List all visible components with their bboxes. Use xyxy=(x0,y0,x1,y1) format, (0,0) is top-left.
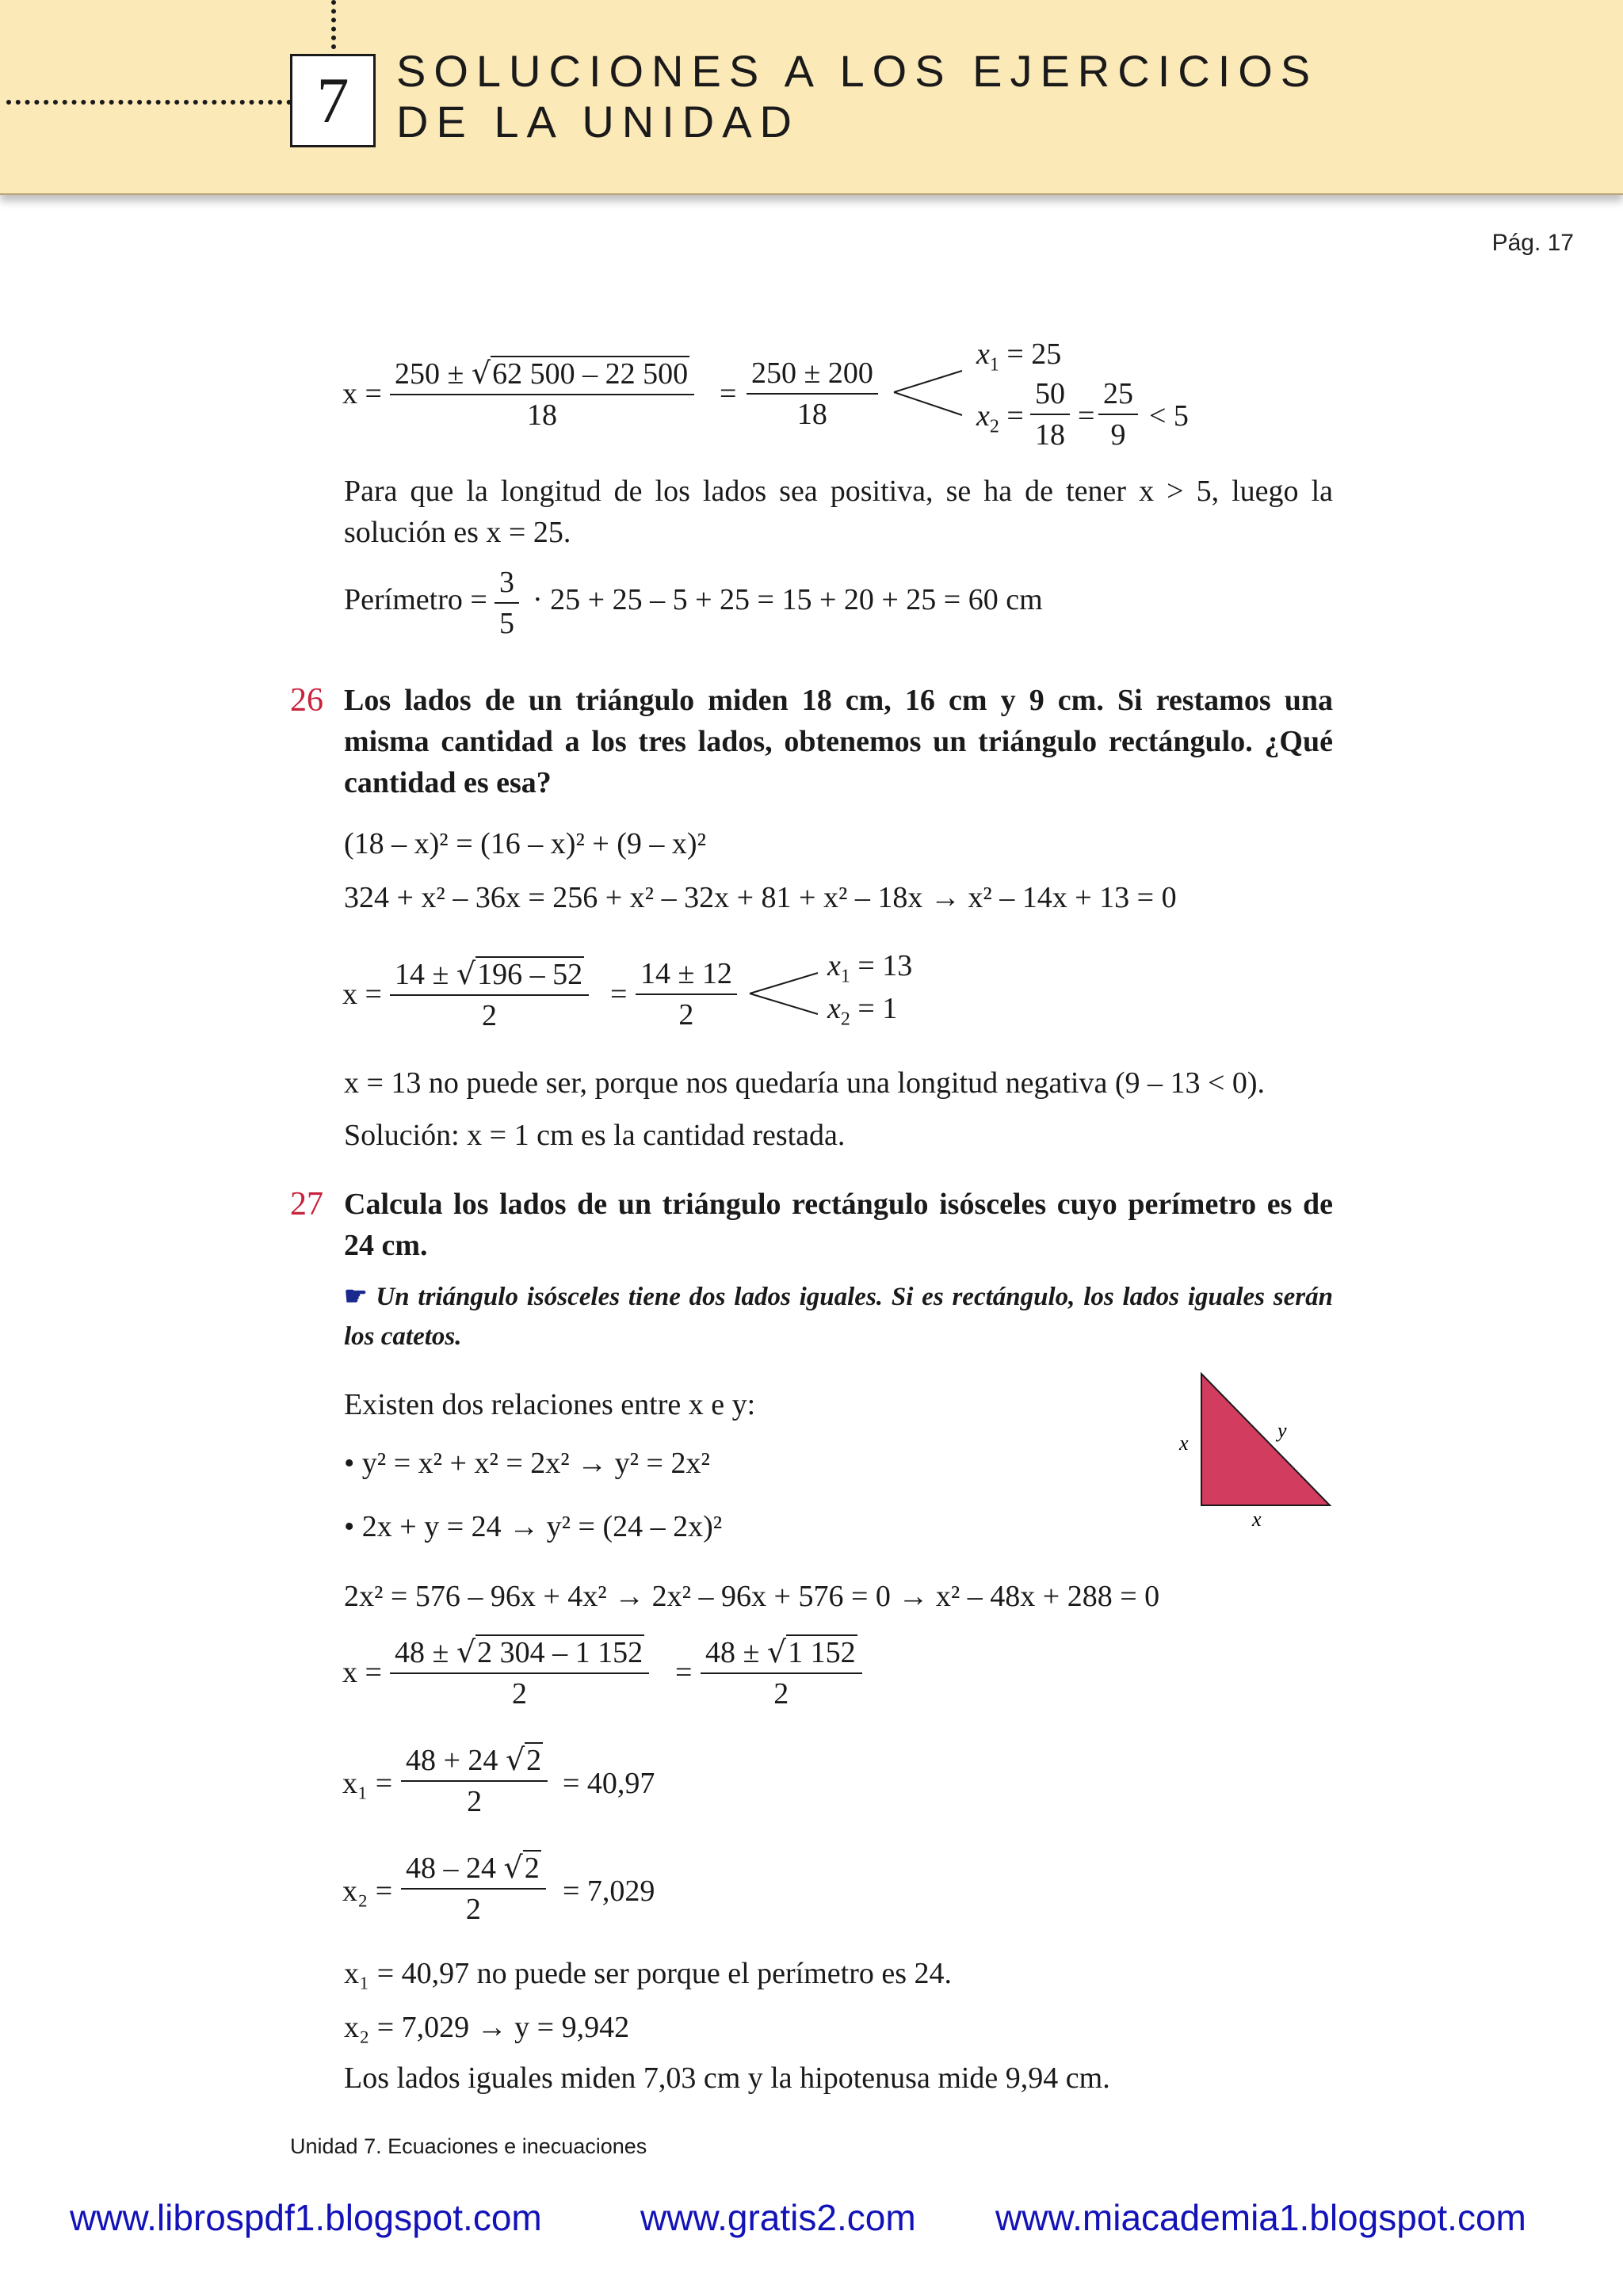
root-1: $x_1 = 25$ xyxy=(976,338,1062,376)
perimeter-fraction: $\frac{3}{5}$ xyxy=(495,564,519,642)
exercise-26-equation-2: 324 + x² – 36x = 256 + x² – 32x + 81 + x² – 18x → x² – 14x + 13 = 0 xyxy=(344,881,1177,914)
exercise-27-conclusion: Los lados iguales miden 7,03 cm y la hipotenusa mide 9,94 cm. xyxy=(344,2061,1110,2095)
footer-unit: Unidad 7. Ecuaciones e inecuaciones xyxy=(290,2134,647,2158)
quadratic-fraction-2: $\frac{250 \pm 200}{18}$ xyxy=(747,355,878,433)
right-triangle-figure xyxy=(1173,1371,1339,1529)
root-2-equals: = xyxy=(1078,399,1095,433)
exercise-27-statement: Calcula los lados de un triángulo rectángulo isósceles cuyo perímetro es de 24 cm. xyxy=(344,1188,1333,1262)
exercise-27-hint: ☛ Un triángulo isósceles tiene dos lados iguales. Si es rectángulo, los lados iguales serán los catetos. xyxy=(344,1283,1334,1351)
x1-value: = 40,97 xyxy=(563,1767,655,1800)
exercise-26-equation-1: (18 – x)² = (16 – x)² + (9 – x)² xyxy=(344,827,706,860)
header-title-line1: SOLUCIONES A LOS EJERCICIOS xyxy=(396,46,1319,96)
exercise-number-26: 26 xyxy=(290,682,323,719)
page-header xyxy=(0,0,1623,195)
footer-link-2[interactable]: www.gratis2.com xyxy=(640,2197,916,2238)
exercise-26-quadratic-fraction-2: $\frac{14 \pm 12}{2}$ xyxy=(636,955,737,1033)
exercise-26-root-2: $x_2 = 1$ xyxy=(827,992,898,1030)
branch-lines xyxy=(894,364,965,420)
exercise-27-expansion: 2x² = 576 – 96x + 4x² → 2x² – 96x + 576 = 0 → x² – 48x + 288 = 0 xyxy=(344,1580,1160,1613)
equals-sign: = xyxy=(720,377,737,410)
perimeter-label: Perímetro = xyxy=(344,583,487,616)
root-2-inequality: < 5 xyxy=(1149,399,1189,433)
header-dotted-rule-horizontal xyxy=(6,100,292,105)
exercise-27-quadratic-fraction-1: $\frac{48 \pm √2 304 - 1 152}{2}$ xyxy=(390,1634,649,1712)
footer-link-3[interactable]: www.miacademia1.blogspot.com xyxy=(995,2197,1526,2238)
triangle-label-x-left: x xyxy=(1179,1432,1189,1455)
x2-fraction: $\frac{48 - 24 √2}{2}$ xyxy=(401,1849,546,1928)
exercise-number-27: 27 xyxy=(290,1186,323,1222)
x2-lhs: x₂ = xyxy=(342,1875,393,1908)
exercise-26-equals: = xyxy=(610,978,628,1011)
relations-intro: Existen dos relaciones entre x e y: xyxy=(344,1388,756,1421)
exercise-27-quadratic-fraction-2: $\frac{48 \pm √1 152}{2}$ xyxy=(701,1634,862,1712)
exercise-26-branch-lines xyxy=(750,968,821,1019)
exercise-27-quadratic-lhs: x = xyxy=(342,1656,382,1689)
pointing-hand-icon: ☛ xyxy=(344,1283,368,1311)
exercise-26-root-1: $x_1 = 13$ xyxy=(827,949,913,987)
exercise-26-quadratic-lhs: x = xyxy=(342,978,382,1011)
unit-number-box: 7 xyxy=(290,54,376,147)
relation-bullet-1: • y² = x² + x² = 2x² → y² = 2x² xyxy=(344,1447,710,1480)
triangle-label-y: y xyxy=(1277,1419,1287,1442)
relation-bullet-2: • 2x + y = 24 → y² = (24 – 2x)² xyxy=(344,1510,723,1543)
exercise-26-solution: Solución: x = 1 cm es la cantidad restada. xyxy=(344,1119,846,1152)
root-2-fraction-b: $\frac{25}{9}$ xyxy=(1098,376,1138,453)
header-dotted-rule-vertical xyxy=(331,0,336,49)
quadratic-lhs: x = xyxy=(342,377,382,410)
root-2-var: $x_2$ = xyxy=(976,399,1024,437)
header-title xyxy=(396,46,1318,147)
exercise-27-line-b: x₂ = 7,029 → y = 9,942 xyxy=(344,2011,630,2044)
exercise-26-statement: Los lados de un triángulo miden 18 cm, 16 cm y 9 cm. Si restamos una misma cantidad a los tres lados, obtenemos un triángulo rectángulo. ¿Qué cantidad es esa? xyxy=(344,684,1333,799)
perimeter-calculation: · 25 + 25 – 5 + 25 = 15 + 20 + 25 = 60 cm xyxy=(533,583,1043,616)
footer-link-1[interactable]: www.librospdf1.blogspot.com xyxy=(70,2197,542,2238)
right-triangle xyxy=(1201,1374,1330,1505)
triangle-label-x-bottom: x xyxy=(1252,1508,1262,1531)
exercise-26-note: x = 13 no puede ser, porque nos quedaría una longitud negativa (9 – 13 < 0). xyxy=(344,1066,1266,1100)
exercise-26-quadratic-fraction-1: $\frac{14 \pm √196 - 52}{2}$ xyxy=(390,955,589,1034)
x2-value: = 7,029 xyxy=(563,1875,655,1908)
positivity-paragraph: Para que la longitud de los lados sea positiva, se ha de tener x > 5, luego la solución es x = 25. xyxy=(344,475,1333,549)
exercise-27-line-a: x₁ = 40,97 no puede ser porque el perímetro es 24. xyxy=(344,1957,953,1990)
x1-fraction: $\frac{48 + 24 √2}{2}$ xyxy=(401,1741,548,1820)
exercise-27-equals: = xyxy=(675,1656,693,1689)
quadratic-fraction-1: $\frac{250 \pm √62 500 - 22 500}{18}$ xyxy=(390,355,694,433)
page-number: Pág. 17 xyxy=(1491,230,1574,256)
x1-lhs: x₁ = xyxy=(342,1767,393,1800)
header-title-line2: DE LA UNIDAD xyxy=(396,97,800,147)
root-2-fraction-a: $\frac{50}{18}$ xyxy=(1030,376,1070,453)
